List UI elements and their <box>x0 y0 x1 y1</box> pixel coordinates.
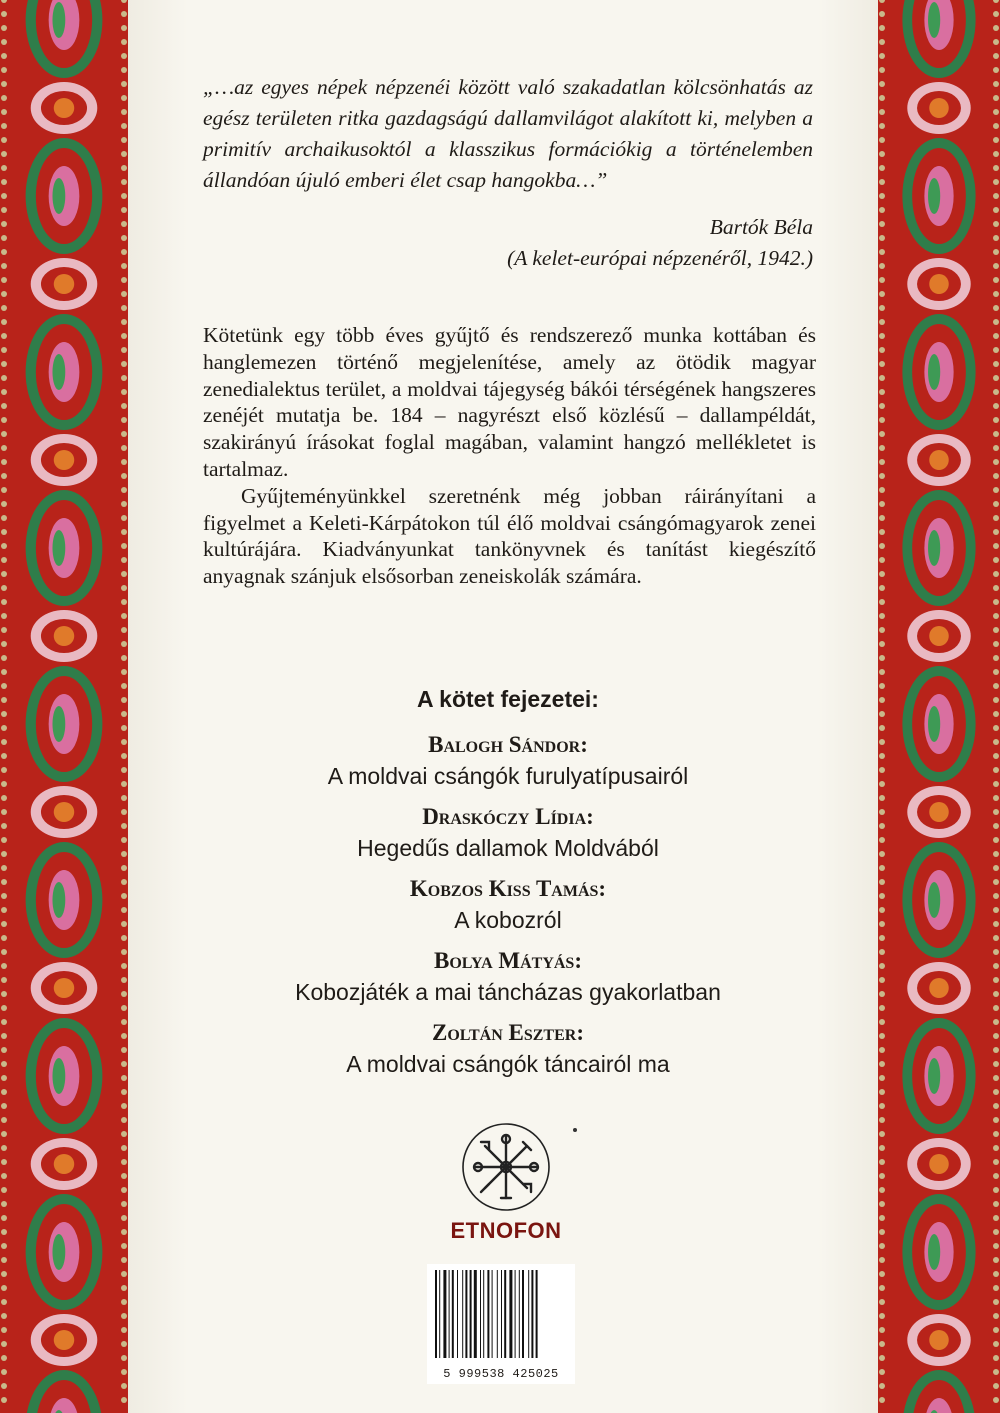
chapter-author: Bolya Mátyás: <box>434 948 582 973</box>
chapter-item <box>203 731 813 793</box>
description-paragraph-2: Gyűjteményünkkel szeretnénk még jobban ráirányítani a figyelmet a Keleti-Kárpátokon túl élő moldvai csángómagyarok zenei kultúrájára. Kiadványunkat tankönyvnek és tanítást kiegészítő anyagnak szánjuk elsősorban zeneiskolák számára. <box>203 483 816 589</box>
chapter-item <box>203 875 813 937</box>
chapter-title: Kobozjáték a mai táncházas gyakorlatban <box>295 979 721 1005</box>
chapter-author: Zoltán Eszter: <box>432 1020 584 1045</box>
ink-dot <box>573 1128 577 1132</box>
chapter-list <box>203 686 813 1091</box>
chapter-title: A kobozról <box>454 907 562 933</box>
chapter-title: A moldvai csángók táncairól ma <box>346 1051 670 1077</box>
chapter-item <box>203 947 813 1009</box>
quote-source: (A kelet-európai népzenéről, 1942.) <box>507 246 813 270</box>
chapter-item <box>203 1019 813 1081</box>
barcode <box>427 1264 575 1384</box>
chapter-title: Hegedűs dallamok Moldvából <box>357 835 659 861</box>
barcode-bars <box>431 1268 571 1362</box>
chapter-title: A moldvai csángók furulyatípusairól <box>327 763 689 789</box>
chapter-author: Draskóczy Lídia: <box>422 804 594 829</box>
chapters-heading: A kötet fejezetei: <box>417 686 599 712</box>
chapter-author: Balogh Sándor: <box>428 732 588 757</box>
barcode-number: 5 999538 425025 <box>443 1367 559 1381</box>
quote-author: Bartók Béla <box>709 215 813 239</box>
embroidery-pattern-left <box>0 0 128 1413</box>
book-description <box>203 322 816 590</box>
chapter-item <box>203 803 813 865</box>
embroidery-pattern-right <box>878 0 1000 1413</box>
chapter-author: Kobzos Kiss Tamás: <box>409 876 607 901</box>
publisher-name: ETNOFON <box>450 1218 562 1243</box>
bartok-quote <box>203 72 813 196</box>
embroidery-border-right <box>878 0 1000 1413</box>
quote-attribution <box>507 212 813 274</box>
folk-compass-emblem-icon <box>461 1122 551 1212</box>
embroidery-border-left <box>0 0 128 1413</box>
description-paragraph-1: Kötetünk egy több éves gyűjtő és rendszerező munka kottában és hanglemezen történő megjelenítése, amely az ötödik magyar zenedialektus terület, a moldvai tájegység bákói térségének hangszeres zenéjét mutatja be. 184 – nagyrészt első közlésű – dallampéldát, szakirányú írásokat foglal magában, valamint hangzó mellékletet is tartalmaz. <box>203 323 816 481</box>
quote-text: „…az egyes népek népzenéi között való szakadatlan kölcsönhatás az egész területen ritka gazdagságú dallamvilágot alakított ki, melyben a primitív archaikusoktól a klasszikus formációkig a történelemben állandóan újuló emberi élet csap hangokba…” <box>203 75 813 192</box>
